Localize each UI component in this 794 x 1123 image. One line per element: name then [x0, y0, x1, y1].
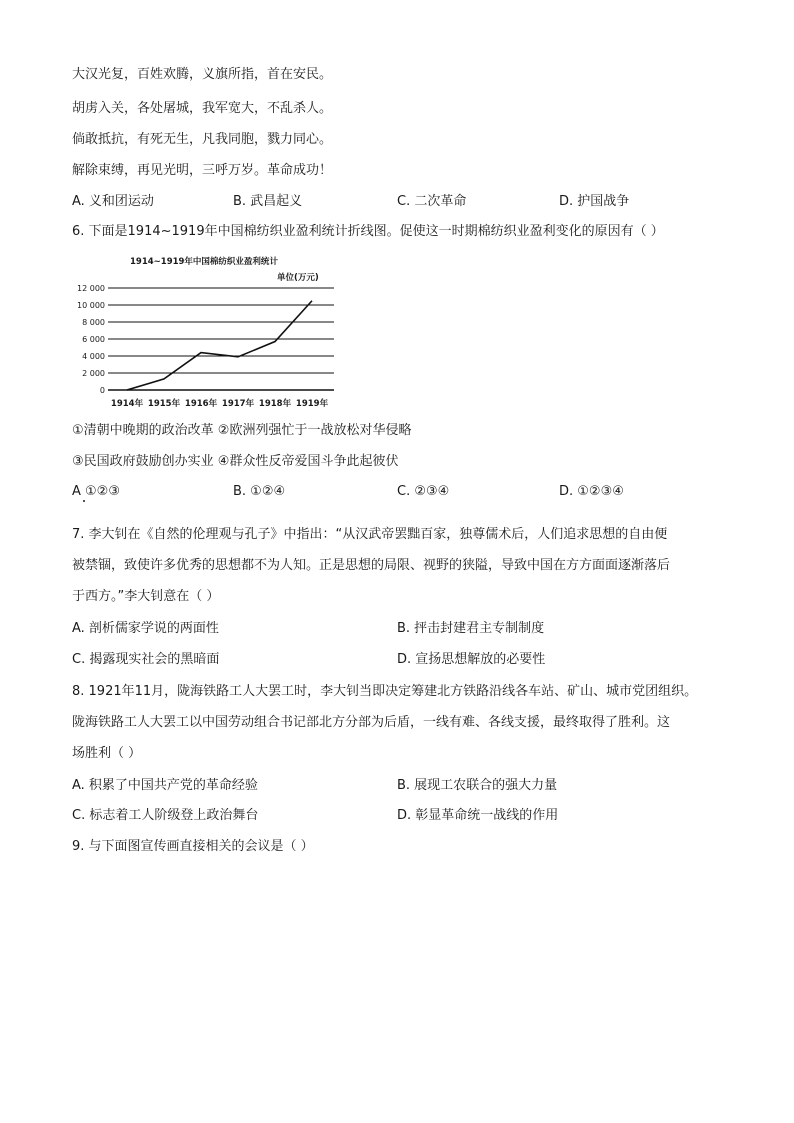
q5-option-d[interactable]: D. 护国战争 — [559, 194, 630, 209]
x-tick-label: 1914年 — [110, 399, 144, 409]
chart-title: 1914~1919年中国棉纺织业盈利统计 — [130, 257, 278, 267]
q8-stem-1: 8. 1921年11月，陇海铁路工人大罢工时，李大钊当即决定筹建北方铁路沿线各车站、矿山、城市党团组织。 — [72, 684, 698, 699]
q7-option-d[interactable]: D. 宣扬思想解放的必要性 — [397, 652, 546, 667]
profit-series-line — [127, 301, 312, 390]
stray-mark — [83, 500, 85, 502]
poem-line-4: 解除束缚，再见光明，三呼万岁。革命成功！ — [72, 163, 333, 178]
q5-option-a[interactable]: A. 义和团运动 — [72, 194, 154, 209]
poem-line-2: 胡虏入关，各处屠城，我军宽大，不乱杀人。 — [72, 101, 333, 116]
q8-option-d[interactable]: D. 彰显革命统一战线的作用 — [397, 808, 559, 823]
x-tick-label: 1917年 — [221, 399, 255, 409]
y-tick-label: 4 000 — [82, 352, 105, 361]
q7-option-b[interactable]: B. 抨击封建君主专制制度 — [397, 621, 545, 636]
q6-option-c[interactable]: C. ②③④ — [397, 484, 450, 499]
q6-statements-2: ③民国政府鼓励创办实业 ④群众性反帝爱国斗争此起彼伏 — [72, 454, 399, 469]
x-tick-label: 1915年 — [147, 399, 181, 409]
q7-stem-1: 7. 李大钊在《自然的伦理观与孔子》中指出：“从汉武帝罢黜百家，独尊儒术后，人们追求思想的自由便 — [72, 527, 668, 542]
y-tick-label: 12 000 — [77, 284, 105, 293]
y-tick-label: 8 000 — [82, 318, 105, 327]
q9-stem: 9. 与下面图宣传画直接相关的会议是（ ） — [72, 839, 314, 854]
q7-option-a[interactable]: A. 剖析儒家学说的两面性 — [72, 621, 219, 636]
y-tick-label: 0 — [99, 386, 105, 395]
poem-line-3: 倘敢抵抗，有死无生，凡我同胞，戮力同心。 — [72, 132, 333, 147]
y-tick-label: 2 000 — [82, 369, 105, 378]
q6-stem: 6. 下面是1914~1919年中国棉纺织业盈利统计折线图。促使这一时期棉纺织业盈利变化的原因有（ ） — [72, 224, 664, 239]
q8-option-a[interactable]: A. 积累了中国共产党的革命经验 — [72, 778, 258, 793]
q7-option-c[interactable]: C. 揭露现实社会的黑暗面 — [72, 652, 220, 667]
q5-option-c[interactable]: C. 二次革命 — [397, 194, 467, 209]
q8-stem-2: 陇海铁路工人大罢工以中国劳动组合书记部北方分部为后盾，一线有难、各线支援，最终取得了胜利。这 — [72, 715, 671, 730]
x-tick-label: 1916年 — [184, 399, 218, 409]
q6-option-d[interactable]: D. ①②③④ — [559, 484, 624, 499]
y-tick-label: 6 000 — [82, 335, 105, 344]
x-tick-label: 1918年 — [258, 399, 292, 409]
q8-option-b[interactable]: B. 展现工农联合的强大力量 — [397, 778, 558, 793]
q8-option-c[interactable]: C. 标志着工人阶级登上政治舞台 — [72, 808, 259, 823]
chart-unit: 单位(万元) — [277, 273, 319, 283]
q7-stem-2: 被禁锢，致使许多优秀的思想都不为人知。正是思想的局限、视野的狭隘，导致中国在方方面面逐渐落后 — [72, 558, 671, 573]
q5-option-b[interactable]: B. 武昌起义 — [233, 194, 303, 209]
q7-stem-3: 于西方。”李大钊意在（ ） — [72, 589, 220, 604]
q8-stem-3: 场胜利（ ） — [72, 746, 142, 761]
q6-option-b[interactable]: B. ①②④ — [233, 484, 286, 499]
y-tick-label: 10 000 — [77, 301, 105, 310]
cotton-profit-line-chart — [72, 254, 342, 414]
q6-statements-1: ①清朝中晚期的政治改革 ②欧洲列强忙于一战放松对华侵略 — [72, 423, 412, 438]
q6-option-a[interactable]: A ①②③ — [72, 484, 120, 499]
x-tick-label: 1919年 — [295, 399, 329, 409]
poem-line-1: 大汉光复，百姓欢腾，义旗所指，首在安民。 — [72, 67, 333, 82]
